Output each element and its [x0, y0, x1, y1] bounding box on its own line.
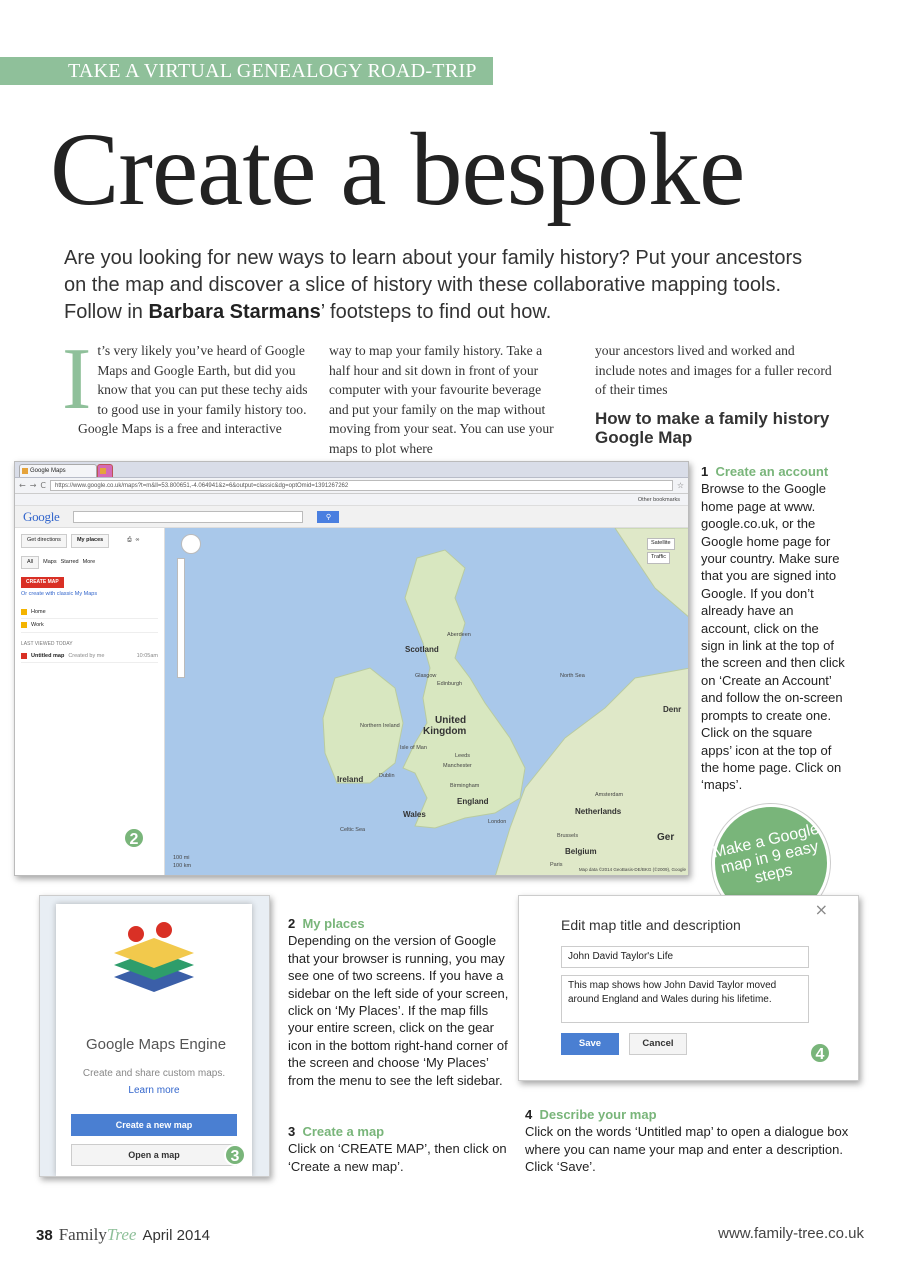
untitled-map-link[interactable]: Untitled map — [31, 652, 65, 659]
search-button[interactable] — [317, 511, 339, 523]
forward-icon[interactable]: → — [29, 480, 37, 490]
back-icon[interactable]: ← — [19, 480, 26, 490]
standfirst-text-1: Are you looking for new ways to learn about your family history? Put your ancestors on the map and discover a slice of history with these collaborative mapping tools. Follow in — [64, 247, 803, 323]
my-places-button[interactable]: My places — [71, 534, 109, 548]
map-label-paris: Paris — [550, 862, 563, 868]
map-canvas[interactable] — [165, 528, 689, 876]
tab-maps[interactable]: Maps — [43, 558, 57, 565]
maps-engine-title — [86, 1037, 226, 1052]
scale-bar-miles: 100 mi — [173, 855, 190, 861]
bookmarks-bar — [15, 494, 688, 506]
pan-control[interactable] — [181, 534, 201, 554]
map-label-amsterdam: Amsterdam — [595, 792, 624, 798]
last-viewed-time: 10:05am — [136, 652, 158, 659]
link-icon[interactable]: ∞ — [135, 537, 140, 544]
map-label-scotland: Scotland — [405, 645, 439, 654]
author-name: Barbara Starmans — [148, 301, 321, 323]
create-new-map-button[interactable]: Create a new map — [71, 1114, 237, 1136]
place-icon — [21, 622, 27, 628]
step-heading: Create a map — [302, 1124, 385, 1139]
standfirst — [64, 245, 804, 326]
map-label-ger: Ger — [657, 832, 675, 843]
step-2 — [288, 915, 510, 1089]
map-label-denr: Denr — [663, 705, 682, 714]
map-label-netherlands: Netherlands — [575, 807, 622, 816]
magazine-name-b: Tree — [106, 1225, 137, 1244]
map-label-celtic-sea: Celtic Sea — [340, 827, 366, 833]
list-item[interactable] — [21, 606, 158, 620]
list-item[interactable] — [21, 619, 158, 633]
address-bar — [15, 478, 688, 494]
list-item-label: Home — [31, 608, 46, 615]
search-icon: ⚲ — [325, 512, 332, 521]
step-badge-4: 4 — [809, 1042, 831, 1064]
step-badge-2: 2 — [123, 827, 145, 849]
created-by: Created by me — [68, 652, 105, 659]
satellite-button[interactable]: Satellite — [647, 538, 675, 550]
map-land-svg — [165, 528, 689, 876]
body-paragraph: Google Maps is a free and interactive — [78, 421, 282, 436]
magazine-name-a: Family — [58, 1225, 107, 1244]
learn-more-link[interactable]: Learn more — [128, 1085, 180, 1096]
save-button[interactable]: Save — [561, 1033, 619, 1055]
step-3 — [288, 1123, 510, 1175]
body-column-3 — [595, 341, 835, 400]
steps-callout-circle: Make a Google map in 9 easy steps — [700, 792, 842, 934]
open-map-button[interactable]: Open a map — [71, 1144, 237, 1166]
step-number: 3 — [288, 1124, 296, 1139]
body-paragraph: your ancestors lived and worked and include notes and images for a fuller record of their times — [595, 343, 832, 397]
page-title: Create a bespoke — [50, 112, 745, 227]
maps-engine-screenshot — [39, 895, 270, 1177]
google-wordmark: Google — [86, 1036, 135, 1053]
maps-engine-tagline: Create and share custom maps. — [82, 1068, 226, 1079]
list-item-label: Work — [31, 622, 44, 629]
sidebar-tabs — [21, 556, 158, 570]
step-number: 2 — [288, 916, 296, 931]
other-bookmarks[interactable]: Other bookmarks — [637, 497, 680, 503]
page-footer — [36, 1226, 210, 1243]
standfirst-text-2: ’ footsteps to find out how. — [320, 301, 552, 323]
url-field[interactable]: https://www.google.co.uk/maps?t=m&ll=53.800651,-4.064941&z=6&output=classic&dg=optOmid=1391267262 — [50, 480, 673, 491]
maps-engine-logo-icon — [114, 922, 194, 1017]
map-label-dublin: Dublin — [379, 773, 395, 779]
drop-cap: I — [62, 331, 92, 428]
google-header — [15, 506, 688, 528]
issue-date: April 2014 — [142, 1227, 210, 1244]
maps-engine-name: Maps Engine — [138, 1036, 227, 1053]
dialog-title: Edit map title and description — [561, 917, 741, 933]
google-maps-screenshot — [14, 461, 689, 876]
map-title-input[interactable]: John David Taylor's Life — [561, 946, 809, 968]
map-label-isle-of-man: Isle of Man — [400, 745, 427, 751]
browser-tab[interactable]: Google Maps — [19, 464, 97, 477]
map-label-united: United — [435, 715, 467, 726]
step-heading: My places — [302, 916, 365, 931]
zoom-slider[interactable] — [177, 558, 185, 678]
close-icon[interactable]: × — [814, 900, 828, 919]
magazine-name — [59, 1226, 137, 1243]
map-label-brussels: Brussels — [557, 833, 579, 839]
map-label-kingdom: Kingdom — [423, 726, 467, 737]
edit-map-dialog-screenshot — [518, 895, 859, 1081]
map-label-london: London — [488, 819, 507, 825]
step-text: Click on ‘CREATE MAP’, then click on ‘Create a new map’. — [288, 1141, 507, 1174]
tab-all[interactable]: All — [21, 556, 39, 570]
map-description-textarea[interactable]: This map shows how John David Taylor moved around England and Wales during his lifetime. — [561, 975, 809, 1023]
get-directions-button[interactable]: Get directions — [21, 534, 67, 548]
map-icon — [21, 653, 27, 659]
step-number: 1 — [701, 464, 709, 479]
map-label-north-sea: North Sea — [560, 673, 585, 679]
map-label-belgium: Belgium — [565, 847, 597, 856]
map-label-ireland: Ireland — [337, 775, 364, 784]
step-heading: Describe your map — [539, 1107, 657, 1122]
body-paragraph: way to map your family history. Take a half hour and sit down in front of your computer with your favourite beverage and put your family on the map without moving from your seat. You can use your maps to plot where — [329, 343, 554, 456]
browser-tabstrip — [15, 462, 688, 478]
cancel-button[interactable]: Cancel — [629, 1033, 687, 1055]
step-text: Click on the words ‘Untitled map’ to open a dialogue box where you can name your map and enter a description. Click ‘Save’. — [525, 1124, 849, 1175]
tab-more[interactable]: More — [82, 558, 96, 565]
classic-my-maps-link[interactable]: Or create with classic My Maps — [21, 591, 98, 597]
step-4 — [525, 1106, 850, 1176]
section-kicker: TAKE A VIRTUAL GENEALOGY ROAD-TRIP — [0, 57, 493, 85]
print-icon[interactable]: ⎙ — [127, 537, 132, 544]
body-column-2 — [329, 341, 563, 458]
map-label-glasgow: Glasgow — [415, 673, 437, 679]
map-label-leeds: Leeds — [455, 753, 470, 759]
step-number: 4 — [525, 1107, 533, 1122]
last-viewed-caption: LAST VIEWED TODAY — [21, 640, 73, 647]
traffic-button[interactable]: Traffic — [647, 552, 670, 564]
howto-heading: How to make a family history Google Map — [595, 409, 830, 447]
page-number: 38 — [36, 1227, 53, 1244]
step-text: Depending on the version of Google that your browser is running, you may see one of two screens. If you have a sidebar on the left side of your screen, click on ‘My Places’. If the map fills your entire screen, click on the gear icon in the bottom right-hand corner of the screen and choose ‘My Places’ from the menu to see the left sidebar. — [288, 933, 509, 1088]
reload-icon[interactable]: C — [40, 480, 46, 490]
map-label-northern-ireland: Northern Ireland — [360, 723, 400, 729]
scale-bar-km: 100 km — [173, 863, 192, 869]
step-1 — [701, 463, 846, 794]
my-places-sidebar — [15, 528, 165, 876]
create-map-button[interactable]: CREATE MAP — [21, 577, 64, 588]
step-heading: Create an account — [715, 464, 829, 479]
body-column-1 — [62, 331, 312, 439]
google-logo[interactable]: Google — [23, 509, 60, 524]
star-icon[interactable]: ☆ — [676, 480, 684, 490]
map-label-manchester: Manchester — [443, 763, 472, 769]
website-url: www.family-tree.co.uk — [718, 1225, 864, 1242]
map-label-birmingham: Birmingham — [450, 783, 480, 789]
browser-tab-2[interactable] — [97, 464, 113, 477]
maps-engine-panel — [56, 904, 252, 1176]
map-copyright: Map data ©2014 GeoBasis-DE/BKG (©2009), Google — [578, 867, 686, 872]
tab-starred[interactable]: Starred — [60, 558, 79, 565]
map-label-aberdeen: Aberdeen — [447, 632, 471, 638]
map-label-england: England — [457, 797, 489, 806]
place-icon — [21, 609, 27, 615]
map-label-edinburgh: Edinburgh — [437, 681, 463, 687]
step-text: Browse to the Google home page at www. google.co.uk, or the Google home page for your country. Make sure that you are signed into Google. If you don’t already have an account, click on the sign in link at the top of the screen and then click on ‘Create an Account’ and follow the on-screen prompts to create one. Click on the square apps’ icon at the top of the home page. Click on ‘maps’. — [701, 481, 845, 793]
map-label-wales: Wales — [403, 810, 426, 819]
step-badge-3: 3 — [224, 1144, 246, 1166]
maps-search-input[interactable] — [73, 511, 303, 523]
body-paragraph: t’s very likely you’ve heard of Google Maps and Google Earth, but did you know that you can put these techy aids to good use in your family history too. — [97, 343, 308, 417]
untitled-map-item[interactable] — [21, 650, 158, 664]
